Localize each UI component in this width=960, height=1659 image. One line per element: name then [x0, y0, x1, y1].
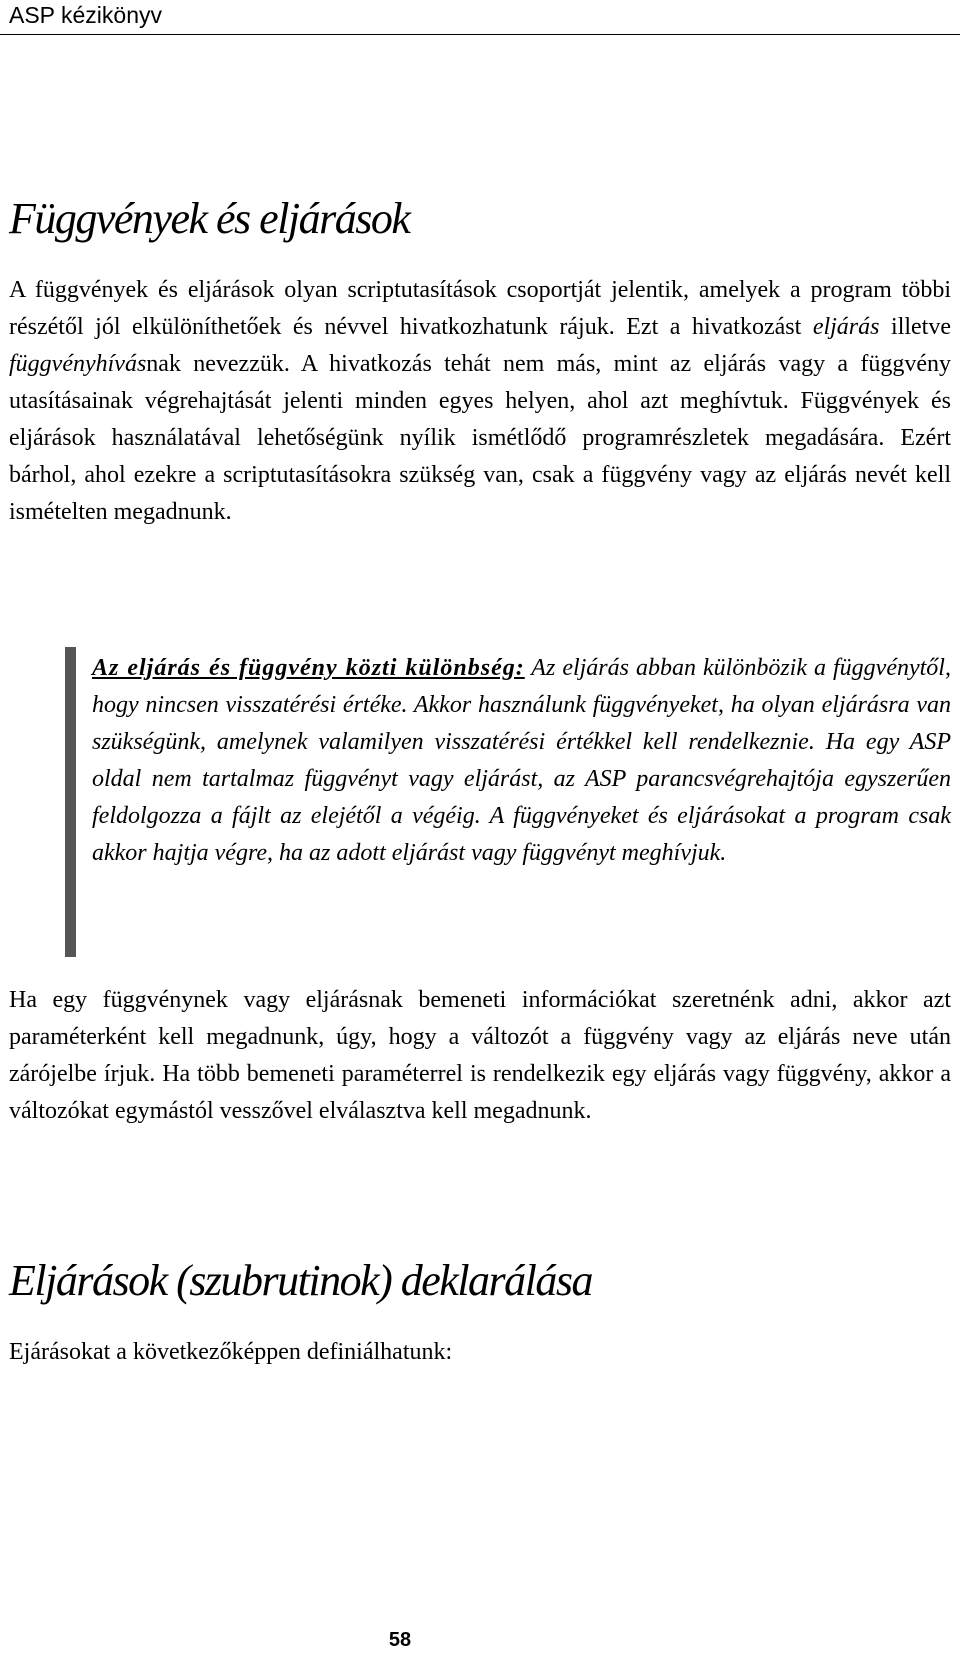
page-number: 58 — [388, 1629, 412, 1651]
declaration-intro-paragraph: Ejárásokat a következőképpen definiálhatunk: — [9, 1339, 453, 1365]
term-function-call: függvényhívás — [9, 351, 147, 377]
running-header — [0, 0, 960, 35]
term-procedure: eljárás — [812, 314, 880, 340]
note-callout — [92, 650, 951, 872]
note-title: Az eljárás és függvény közti különbség: — [92, 655, 525, 681]
parameters-paragraph: Ha egy függvénynek vagy eljárásnak bemeneti információkat szeretnénk adni, akkor azt paraméterként kell megadnunk, úgy, hogy a változót a függvény vagy az eljárás neve után zárójelbe írjuk. Ha több bemeneti paraméterrel is rendelkezik egy eljárás vagy függvény, akkor a változókat egymástól vesszővel elválasztva kell megadnunk. — [9, 987, 951, 1124]
intro-paragraph — [9, 272, 951, 531]
note-sidebar-bar — [65, 647, 76, 957]
intro-paragraph-text-3: nak nevezzük. A hivatkozás tehát nem más, mint az eljárás vagy a függvény utasításainak végrehajtását jelenti minden egyes helyen, ahol azt meghívtuk. Függvények és eljárások használatával lehetőségünk nyílik ismétlődő programrészletek megadására. Ezért bárhol, ahol ezekre a scriptutasításokra szükség van, csak a függvény vagy az eljárás nevét kell ismételten megadnunk. — [9, 351, 951, 525]
running-header-title: ASP kézikönyv — [9, 2, 162, 28]
intro-paragraph-text-1: A függvények és eljárások olyan scriptutasítások csoportját jelentik, amelyek a program többi részétől jól elkülöníthetőek és névvel hivatkozhatunk rájuk. Ezt a hivatkozást — [9, 277, 951, 340]
note-text: Az eljárás abban különbözik a függvénytől, hogy nincsen visszatérési értéke. Akkor használunk függvényeket, ha olyan eljárásra van szükségünk, amelynek valamilyen visszatérési értékkel kell rendelkeznie. Ha egy ASP oldal nem tartalmaz függvényt vagy eljárást, az ASP parancsvégrehajtója egyszerűen feldolgozza a fájlt az elejétől a végéig. A függvényeket és eljárásokat a program csak akkor hajtja végre, ha az adott eljárást vagy függvényt meghívjuk. — [92, 655, 951, 866]
section-heading-functions-procedures: Függvények és eljárások — [9, 194, 410, 243]
intro-paragraph-text-2: illetve — [879, 314, 951, 340]
section-heading-procedure-declaration: Eljárások (szubrutinok) deklarálása — [9, 1256, 593, 1305]
